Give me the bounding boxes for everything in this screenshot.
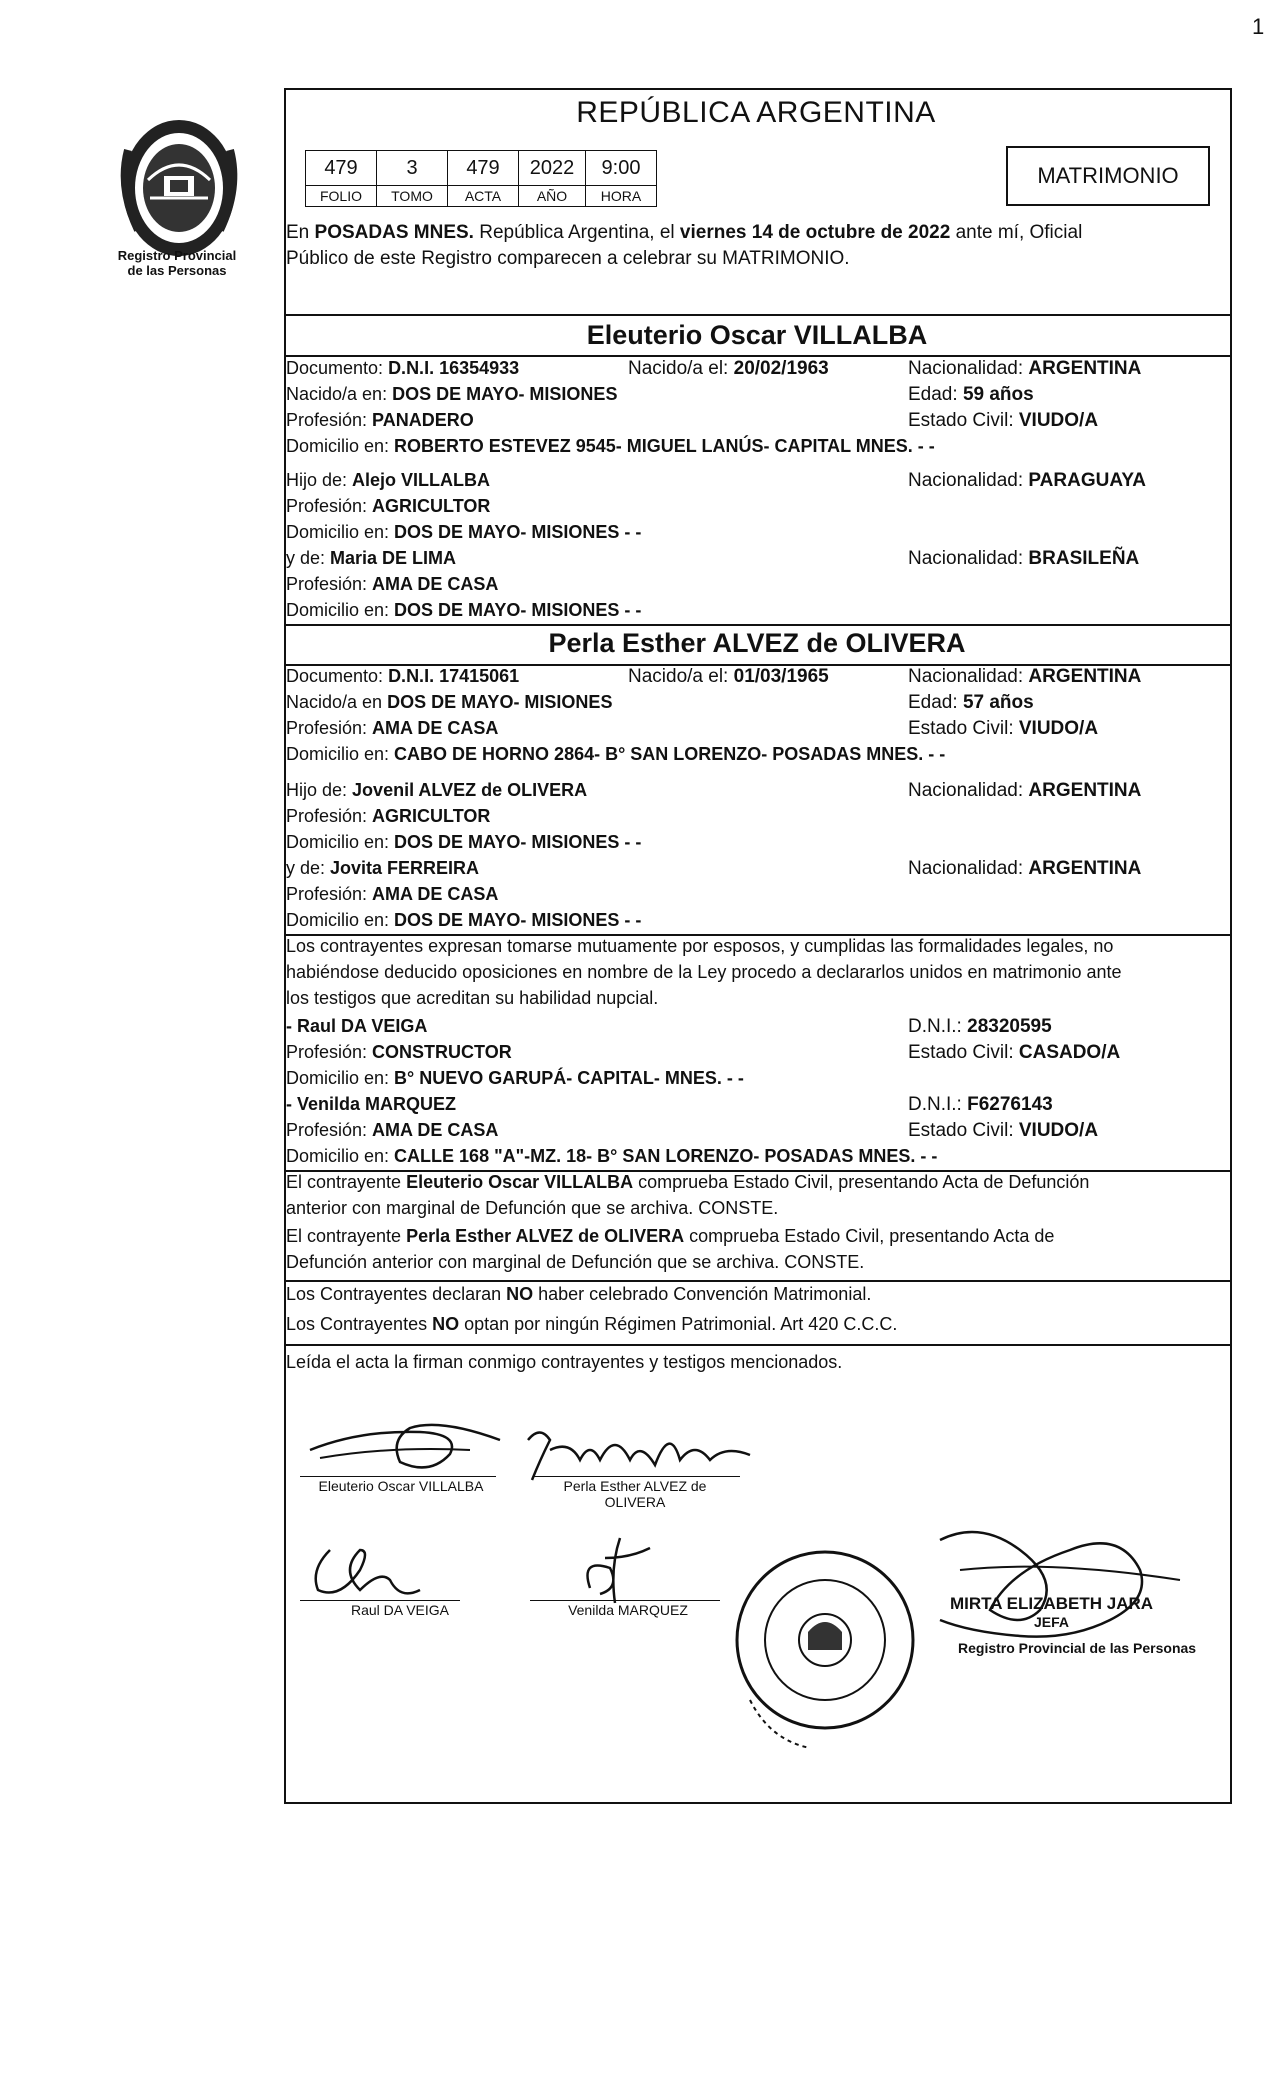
- divider: [284, 314, 1230, 316]
- signature-line: [530, 1600, 720, 1601]
- bride-civil-note-2: Defunción anterior con marginal de Defunción que se archiva. CONSTE.: [286, 1252, 865, 1272]
- bride-address: Domicilio en: CABO DE HORNO 2864- B° SAN LORENZO- POSADAS MNES. - -: [286, 744, 946, 764]
- groom-birthplace: Nacido/a en: DOS DE MAYO- MISIONES: [286, 384, 618, 404]
- groom-mother-profession: Profesión: AMA DE CASA: [286, 574, 499, 594]
- bride-age: Edad: 57 años: [908, 692, 1034, 713]
- intro-line-2: Público de este Registro comparecen a celebrar su MATRIMONIO.: [286, 248, 850, 269]
- intro-line-1: En POSADAS MNES. República Argentina, el viernes 14 de octubre de 2022 ante mí, Oficial: [286, 222, 1083, 243]
- bride-mother-profession: Profesión: AMA DE CASA: [286, 884, 499, 904]
- convention-note: Los Contrayentes declaran NO haber celebrado Convención Matrimonial.: [286, 1284, 872, 1304]
- divider: [284, 1280, 1230, 1282]
- witness-1-name: - Raul DA VEIGA: [286, 1016, 428, 1036]
- declaration-line-2: habiéndose deducido oposiciones en nombre de la Ley procedo a declararlos unidos en matrimonio ante: [286, 962, 1122, 982]
- witness-1-signature: [300, 1530, 440, 1610]
- witness-2-profession: Profesión: AMA DE CASA: [286, 1120, 499, 1140]
- groom-signature: [300, 1410, 530, 1480]
- declaration-line-3: los testigos que acreditan su habilidad nupcial.: [286, 988, 659, 1008]
- regime-note: Los Contrayentes NO optan por ningún Régimen Patrimonial. Art 420 C.C.C.: [286, 1314, 898, 1334]
- groom-age: Edad: 59 años: [908, 384, 1034, 405]
- bride-birthplace: Nacido/a en DOS DE MAYO- MISIONES: [286, 692, 613, 712]
- witness-1-address: Domicilio en: B° NUEVO GARUPÁ- CAPITAL- MNES. - -: [286, 1068, 744, 1088]
- witness-2-signature-caption: Venilda MARQUEZ: [568, 1602, 688, 1618]
- ano-label: AÑO: [519, 186, 586, 207]
- official-name: MIRTA ELIZABETH JARA JEFA: [950, 1594, 1154, 1630]
- declaration-line-1: Los contrayentes expresan tomarse mutuamente por esposos, y cumplidas las formalidades legales, no: [286, 936, 1114, 956]
- bride-father-profession: Profesión: AGRICULTOR: [286, 806, 491, 826]
- groom-father: Hijo de: Alejo VILLALBA: [286, 470, 491, 490]
- tomo-label: TOMO: [377, 186, 448, 207]
- bride-name: Perla Esther ALVEZ de OLIVERA: [548, 628, 966, 658]
- witness-2-civil-status: Estado Civil: VIUDO/A: [908, 1120, 1099, 1141]
- groom-civil-note-2: anterior con marginal de Defunción que se archiva. CONSTE.: [286, 1198, 779, 1218]
- tomo-value: 3: [377, 151, 448, 186]
- groom-name: Eleuterio Oscar VILLALBA: [586, 320, 928, 350]
- divider: [284, 624, 1230, 626]
- groom-mother-nationality: Nacionalidad: BRASILEÑA: [908, 548, 1140, 569]
- official-office: Registro Provincial de las Personas: [958, 1640, 1197, 1656]
- logo-caption: Registro Provincial de las Personas: [117, 248, 237, 278]
- bride-profession: Profesión: AMA DE CASA: [286, 718, 499, 738]
- bride-father-nationality: Nacionalidad: ARGENTINA: [908, 780, 1142, 801]
- groom-mother: y de: Maria DE LIMA: [286, 548, 457, 568]
- bride-father-address: Domicilio en: DOS DE MAYO- MISIONES - -: [286, 832, 642, 852]
- bride-civil-note-1: El contrayente Perla Esther ALVEZ de OLIVERA comprueba Estado Civil, presentando Acta de: [286, 1226, 1055, 1246]
- witness-2-address: Domicilio en: CALLE 168 "A"-MZ. 18- B° SAN LORENZO- POSADAS MNES. - -: [286, 1146, 938, 1166]
- signature-line: [300, 1600, 460, 1601]
- acta-value: 479: [448, 151, 519, 186]
- signature-line: [534, 1476, 740, 1477]
- witness-2-id: D.N.I.: F6276143: [908, 1094, 1053, 1115]
- registry-table: [305, 150, 657, 207]
- groom-father-profession: Profesión: AGRICULTOR: [286, 496, 491, 516]
- divider: [284, 355, 1230, 357]
- folio-label: FOLIO: [306, 186, 377, 207]
- witness-1-signature-caption: Raul DA VEIGA: [350, 1602, 450, 1618]
- hora-value: 9:00: [586, 151, 657, 186]
- groom-document: Documento: D.N.I. 16354933: [286, 358, 520, 378]
- bride-birthdate: Nacido/a el: 01/03/1965: [628, 666, 829, 687]
- bride-mother: y de: Jovita FERREIRA: [286, 858, 480, 878]
- groom-father-address: Domicilio en: DOS DE MAYO- MISIONES - -: [286, 522, 642, 542]
- groom-birthdate: Nacido/a el: 20/02/1963: [628, 358, 829, 379]
- groom-signature-caption: Eleuterio Oscar VILLALBA: [318, 1478, 484, 1494]
- document-title: REPÚBLICA ARGENTINA: [576, 96, 936, 129]
- act-type-box: MATRIMONIO: [1006, 146, 1210, 206]
- groom-father-nationality: Nacionalidad: PARAGUAYA: [908, 470, 1146, 491]
- bride-mother-nationality: Nacionalidad: ARGENTINA: [908, 858, 1142, 879]
- hora-label: HORA: [586, 186, 657, 207]
- witness-2-name: - Venilda MARQUEZ: [286, 1094, 457, 1114]
- closing-statement: Leída el acta la firman conmigo contrayentes y testigos mencionados.: [286, 1352, 843, 1372]
- divider: [284, 1344, 1230, 1346]
- bride-nationality: Nacionalidad: ARGENTINA: [908, 666, 1142, 687]
- groom-nationality: Nacionalidad: ARGENTINA: [908, 358, 1142, 379]
- witness-2-signature: [560, 1528, 670, 1608]
- groom-profession: Profesión: PANADERO: [286, 410, 474, 430]
- page-number: 1: [1252, 14, 1265, 39]
- bride-mother-address: Domicilio en: DOS DE MAYO- MISIONES - -: [286, 910, 642, 930]
- registry-seal-stamp: [730, 1500, 920, 1780]
- bride-signature-caption: Perla Esther ALVEZ de OLIVERA: [563, 1478, 707, 1510]
- groom-civil-status: Estado Civil: VIUDO/A: [908, 410, 1099, 431]
- ano-value: 2022: [519, 151, 586, 186]
- bride-document: Documento: D.N.I. 17415061: [286, 666, 520, 686]
- folio-value: 479: [306, 151, 377, 186]
- groom-civil-note-1: El contrayente Eleuterio Oscar VILLALBA comprueba Estado Civil, presentando Acta de Defunción: [286, 1172, 1090, 1192]
- witness-1-profession: Profesión: CONSTRUCTOR: [286, 1042, 512, 1062]
- groom-address: Domicilio en: ROBERTO ESTEVEZ 9545- MIGUEL LANÚS- CAPITAL MNES. - -: [286, 436, 935, 456]
- groom-mother-address: Domicilio en: DOS DE MAYO- MISIONES - -: [286, 600, 642, 620]
- bride-civil-status: Estado Civil: VIUDO/A: [908, 718, 1099, 739]
- signature-line: [300, 1476, 496, 1477]
- witness-1-id: D.N.I.: 28320595: [908, 1016, 1052, 1037]
- acta-label: ACTA: [448, 186, 519, 207]
- bride-father: Hijo de: Jovenil ALVEZ de OLIVERA: [286, 780, 588, 800]
- witness-1-civil-status: Estado Civil: CASADO/A: [908, 1042, 1121, 1063]
